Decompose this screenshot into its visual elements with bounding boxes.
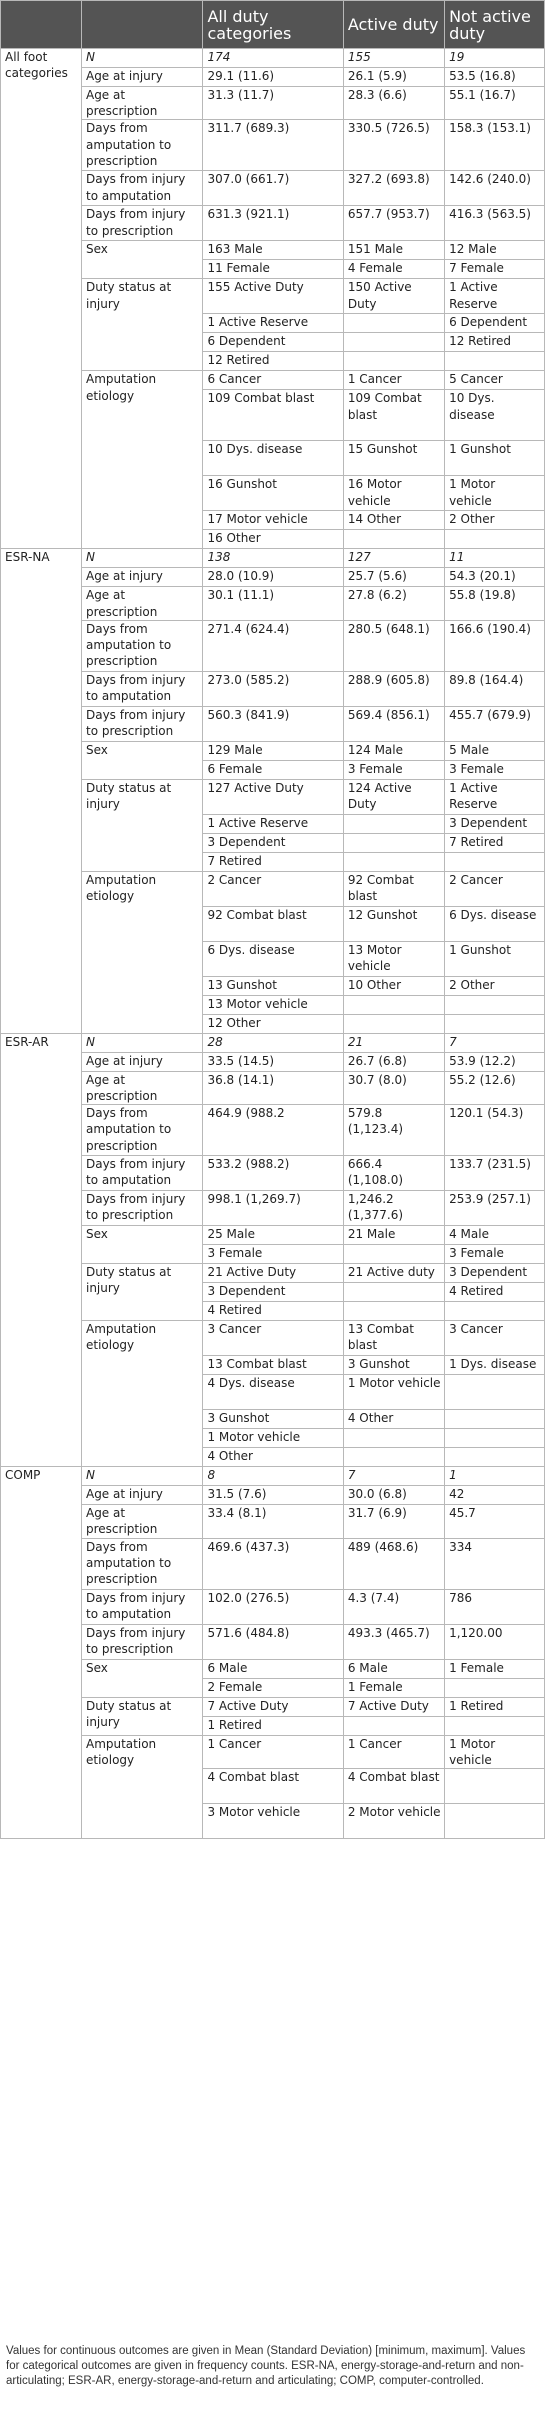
- all-duty-value: 7 Active Duty: [203, 1697, 343, 1716]
- not-active-duty-value: [445, 852, 545, 871]
- active-duty-value: [343, 1014, 444, 1033]
- active-duty-value: 30.0 (6.8): [343, 1486, 444, 1505]
- active-duty-value: 26.1 (5.9): [343, 68, 444, 87]
- not-active-duty-value: 55.2 (12.6): [445, 1071, 545, 1104]
- all-duty-value: 13 Gunshot: [203, 976, 343, 995]
- category-label: Amputation etiology: [81, 871, 202, 1033]
- active-duty-value: 13 Combat blast: [343, 1321, 444, 1356]
- table-row: [1, 1191, 545, 1226]
- all-duty-value: 16 Gunshot: [203, 476, 343, 511]
- all-duty-value: 1 Active Reserve: [203, 814, 343, 833]
- table-row: [1, 1589, 545, 1624]
- variable-label: Days from injury to prescription: [81, 1191, 202, 1226]
- active-duty-value: 124 Male: [343, 741, 444, 760]
- not-active-duty-value: 166.6 (190.4): [445, 620, 545, 671]
- active-duty-value: 150 Active Duty: [343, 279, 444, 314]
- category-label: Duty status at injury: [81, 1264, 202, 1321]
- all-duty-value: 6 Dependent: [203, 333, 343, 352]
- all-duty-value: 307.0 (661.7): [203, 171, 343, 206]
- all-duty-value: 560.3 (841.9): [203, 706, 343, 741]
- category-label: Sex: [81, 741, 202, 779]
- all-duty-value: 998.1 (1,269.7): [203, 1191, 343, 1226]
- header-all-duty: All duty categories: [203, 1, 343, 49]
- not-active-duty-value: 45.7: [445, 1505, 545, 1538]
- active-duty-value: 4 Female: [343, 260, 444, 279]
- active-duty-value: 151 Male: [343, 241, 444, 260]
- not-active-duty-value: 786: [445, 1589, 545, 1624]
- all-duty-value: 4 Other: [203, 1448, 343, 1467]
- active-duty-value: 3 Gunshot: [343, 1356, 444, 1375]
- active-duty-value: 7: [343, 1467, 444, 1486]
- active-duty-value: 4 Other: [343, 1410, 444, 1429]
- active-duty-value: 25.7 (5.6): [343, 568, 444, 587]
- all-duty-value: 17 Motor vehicle: [203, 511, 343, 530]
- variable-label: N: [81, 549, 202, 568]
- table-row: [1, 587, 545, 620]
- active-duty-value: [343, 995, 444, 1014]
- table-row: [1, 671, 545, 706]
- not-active-duty-value: [445, 352, 545, 371]
- all-duty-value: 2 Female: [203, 1678, 343, 1697]
- table-row: [1, 1735, 545, 1768]
- active-duty-value: 21: [343, 1033, 444, 1052]
- all-duty-value: 102.0 (276.5): [203, 1589, 343, 1624]
- not-active-duty-value: 2 Other: [445, 976, 545, 995]
- all-duty-value: 6 Cancer: [203, 371, 343, 390]
- not-active-duty-value: 158.3 (153.1): [445, 120, 545, 171]
- table-row: [1, 706, 545, 741]
- variable-label: Days from injury to prescription: [81, 706, 202, 741]
- all-duty-value: 33.5 (14.5): [203, 1052, 343, 1071]
- variable-label: Days from amputation to prescription: [81, 1538, 202, 1589]
- not-active-duty-value: [445, 1769, 545, 1804]
- variable-label: Days from injury to prescription: [81, 206, 202, 241]
- all-duty-value: 30.1 (11.1): [203, 587, 343, 620]
- not-active-duty-value: 3 Female: [445, 1245, 545, 1264]
- all-duty-value: 11 Female: [203, 260, 343, 279]
- active-duty-value: [343, 814, 444, 833]
- variable-label: Age at injury: [81, 68, 202, 87]
- table-row: [1, 49, 545, 68]
- table-row: [1, 1321, 545, 1356]
- all-duty-value: 174: [203, 49, 343, 68]
- variable-label: N: [81, 1467, 202, 1486]
- not-active-duty-value: 5 Cancer: [445, 371, 545, 390]
- all-duty-value: 12 Retired: [203, 352, 343, 371]
- all-duty-value: 2 Cancer: [203, 871, 343, 906]
- table-row: [1, 1264, 545, 1283]
- not-active-duty-value: [445, 1429, 545, 1448]
- all-duty-value: 469.6 (437.3): [203, 1538, 343, 1589]
- not-active-duty-value: 53.9 (12.2): [445, 1052, 545, 1071]
- variable-label: Age at injury: [81, 1052, 202, 1071]
- not-active-duty-value: 2 Cancer: [445, 871, 545, 906]
- not-active-duty-value: 1 Active Reserve: [445, 779, 545, 814]
- table-row: [1, 1538, 545, 1589]
- variable-label: Days from injury to amputation: [81, 671, 202, 706]
- not-active-duty-value: 2 Other: [445, 511, 545, 530]
- active-duty-value: 7 Active Duty: [343, 1697, 444, 1716]
- active-duty-value: 280.5 (648.1): [343, 620, 444, 671]
- table-row: [1, 279, 545, 314]
- not-active-duty-value: 334: [445, 1538, 545, 1589]
- table-row: [1, 1659, 545, 1678]
- active-duty-value: 31.7 (6.9): [343, 1505, 444, 1538]
- category-label: Duty status at injury: [81, 779, 202, 871]
- table-row: [1, 1156, 545, 1191]
- all-duty-value: 21 Active Duty: [203, 1264, 343, 1283]
- active-duty-value: [343, 1283, 444, 1302]
- not-active-duty-value: 3 Female: [445, 760, 545, 779]
- active-duty-value: [343, 530, 444, 549]
- variable-label: Days from injury to amputation: [81, 171, 202, 206]
- variable-label: Days from amputation to prescription: [81, 1105, 202, 1156]
- not-active-duty-value: 1 Retired: [445, 1697, 545, 1716]
- active-duty-value: 92 Combat blast: [343, 871, 444, 906]
- all-duty-value: 92 Combat blast: [203, 906, 343, 941]
- table-row: [1, 741, 545, 760]
- table-row: [1, 871, 545, 906]
- table-row: [1, 1033, 545, 1052]
- table-row: [1, 68, 545, 87]
- not-active-duty-value: 3 Cancer: [445, 1321, 545, 1356]
- variable-label: Days from amputation to prescription: [81, 620, 202, 671]
- header-not-active-duty: Not active duty: [445, 1, 545, 49]
- all-duty-value: 8: [203, 1467, 343, 1486]
- table-row: [1, 87, 545, 120]
- all-duty-value: 10 Dys. disease: [203, 441, 343, 476]
- all-duty-value: 631.3 (921.1): [203, 206, 343, 241]
- table-row: [1, 371, 545, 390]
- active-duty-value: [343, 314, 444, 333]
- all-duty-value: 6 Female: [203, 760, 343, 779]
- variable-label: Age at prescription: [81, 1071, 202, 1104]
- not-active-duty-value: [445, 1375, 545, 1410]
- not-active-duty-value: 5 Male: [445, 741, 545, 760]
- all-duty-value: 1 Active Reserve: [203, 314, 343, 333]
- active-duty-value: 4 Combat blast: [343, 1769, 444, 1804]
- group-label: ESR-NA: [1, 549, 82, 1033]
- all-duty-value: 1 Motor vehicle: [203, 1429, 343, 1448]
- variable-label: Age at prescription: [81, 1505, 202, 1538]
- not-active-duty-value: 42: [445, 1486, 545, 1505]
- all-duty-value: 33.4 (8.1): [203, 1505, 343, 1538]
- category-label: Duty status at injury: [81, 1697, 202, 1735]
- all-duty-value: 271.4 (624.4): [203, 620, 343, 671]
- all-duty-value: 12 Other: [203, 1014, 343, 1033]
- all-duty-value: 4 Combat blast: [203, 1769, 343, 1804]
- all-duty-value: 16 Other: [203, 530, 343, 549]
- all-duty-value: 138: [203, 549, 343, 568]
- active-duty-value: 12 Gunshot: [343, 906, 444, 941]
- active-duty-value: 155: [343, 49, 444, 68]
- all-duty-value: 3 Female: [203, 1245, 343, 1264]
- all-duty-value: 31.5 (7.6): [203, 1486, 343, 1505]
- category-label: Amputation etiology: [81, 1735, 202, 1838]
- not-active-duty-value: [445, 1014, 545, 1033]
- active-duty-value: 21 Active duty: [343, 1264, 444, 1283]
- all-duty-value: 109 Combat blast: [203, 390, 343, 441]
- all-duty-value: 3 Dependent: [203, 833, 343, 852]
- not-active-duty-value: 89.8 (164.4): [445, 671, 545, 706]
- active-duty-value: 14 Other: [343, 511, 444, 530]
- all-duty-value: 163 Male: [203, 241, 343, 260]
- not-active-duty-value: 53.5 (16.8): [445, 68, 545, 87]
- active-duty-value: [343, 1245, 444, 1264]
- all-duty-value: 28.0 (10.9): [203, 568, 343, 587]
- not-active-duty-value: [445, 1678, 545, 1697]
- table-row: [1, 568, 545, 587]
- not-active-duty-value: 54.3 (20.1): [445, 568, 545, 587]
- not-active-duty-value: 416.3 (563.5): [445, 206, 545, 241]
- not-active-duty-value: 12 Retired: [445, 333, 545, 352]
- not-active-duty-value: 1 Dys. disease: [445, 1356, 545, 1375]
- table-row: [1, 1505, 545, 1538]
- table-row: [1, 120, 545, 171]
- all-duty-value: 6 Male: [203, 1659, 343, 1678]
- not-active-duty-value: 6 Dys. disease: [445, 906, 545, 941]
- category-label: Duty status at injury: [81, 279, 202, 371]
- active-duty-value: 493.3 (465.7): [343, 1624, 444, 1659]
- not-active-duty-value: 1 Motor vehicle: [445, 1735, 545, 1768]
- category-label: Sex: [81, 241, 202, 279]
- all-duty-value: 129 Male: [203, 741, 343, 760]
- not-active-duty-value: 1 Active Reserve: [445, 279, 545, 314]
- active-duty-value: 1 Cancer: [343, 1735, 444, 1768]
- table-row: [1, 171, 545, 206]
- active-duty-value: [343, 333, 444, 352]
- active-duty-value: 1,246.2 (1,377.6): [343, 1191, 444, 1226]
- variable-label: Days from injury to amputation: [81, 1156, 202, 1191]
- variable-label: N: [81, 1033, 202, 1052]
- table-row: [1, 1105, 545, 1156]
- table-body: [1, 49, 545, 1839]
- not-active-duty-value: 1 Gunshot: [445, 441, 545, 476]
- table-row: [1, 1697, 545, 1716]
- not-active-duty-value: 10 Dys. disease: [445, 390, 545, 441]
- active-duty-value: 1 Motor vehicle: [343, 1375, 444, 1410]
- not-active-duty-value: [445, 1448, 545, 1467]
- all-duty-value: 7 Retired: [203, 852, 343, 871]
- not-active-duty-value: 4 Retired: [445, 1283, 545, 1302]
- not-active-duty-value: 253.9 (257.1): [445, 1191, 545, 1226]
- not-active-duty-value: 6 Dependent: [445, 314, 545, 333]
- active-duty-value: 1 Female: [343, 1678, 444, 1697]
- group-label: All foot categories: [1, 49, 82, 549]
- not-active-duty-value: 12 Male: [445, 241, 545, 260]
- active-duty-value: [343, 1716, 444, 1735]
- all-duty-value: 4 Dys. disease: [203, 1375, 343, 1410]
- not-active-duty-value: 120.1 (54.3): [445, 1105, 545, 1156]
- active-duty-value: [343, 352, 444, 371]
- all-duty-value: 31.3 (11.7): [203, 87, 343, 120]
- not-active-duty-value: 1 Motor vehicle: [445, 476, 545, 511]
- not-active-duty-value: 7: [445, 1033, 545, 1052]
- table-row: [1, 620, 545, 671]
- all-duty-value: 3 Gunshot: [203, 1410, 343, 1429]
- table-header-row: [1, 1, 545, 49]
- category-label: Amputation etiology: [81, 1321, 202, 1467]
- not-active-duty-value: 142.6 (240.0): [445, 171, 545, 206]
- not-active-duty-value: [445, 1302, 545, 1321]
- not-active-duty-value: 55.1 (16.7): [445, 87, 545, 120]
- all-duty-value: 3 Motor vehicle: [203, 1804, 343, 1839]
- table-row: [1, 1467, 545, 1486]
- variable-label: Age at injury: [81, 568, 202, 587]
- active-duty-value: [343, 852, 444, 871]
- not-active-duty-value: 455.7 (679.9): [445, 706, 545, 741]
- not-active-duty-value: [445, 995, 545, 1014]
- all-duty-value: 29.1 (11.6): [203, 68, 343, 87]
- not-active-duty-value: [445, 1716, 545, 1735]
- all-duty-value: 6 Dys. disease: [203, 941, 343, 976]
- all-duty-value: 13 Motor vehicle: [203, 995, 343, 1014]
- active-duty-value: 127: [343, 549, 444, 568]
- all-duty-value: 311.7 (689.3): [203, 120, 343, 171]
- header-variable-column: [81, 1, 202, 49]
- not-active-duty-value: [445, 1804, 545, 1839]
- active-duty-value: 27.8 (6.2): [343, 587, 444, 620]
- active-duty-value: [343, 833, 444, 852]
- table-row: [1, 549, 545, 568]
- all-duty-value: 1 Retired: [203, 1716, 343, 1735]
- all-duty-value: 36.8 (14.1): [203, 1071, 343, 1104]
- not-active-duty-value: 133.7 (231.5): [445, 1156, 545, 1191]
- header-group-column: [1, 1, 82, 49]
- variable-label: Days from amputation to prescription: [81, 120, 202, 171]
- active-duty-value: 30.7 (8.0): [343, 1071, 444, 1104]
- all-duty-value: 3 Cancer: [203, 1321, 343, 1356]
- not-active-duty-value: [445, 530, 545, 549]
- active-duty-value: 10 Other: [343, 976, 444, 995]
- category-label: Sex: [81, 1226, 202, 1264]
- all-duty-value: 4 Retired: [203, 1302, 343, 1321]
- all-duty-value: 25 Male: [203, 1226, 343, 1245]
- active-duty-value: 569.4 (856.1): [343, 706, 444, 741]
- table-row: [1, 241, 545, 260]
- active-duty-value: 16 Motor vehicle: [343, 476, 444, 511]
- all-duty-value: 13 Combat blast: [203, 1356, 343, 1375]
- active-duty-value: 13 Motor vehicle: [343, 941, 444, 976]
- not-active-duty-value: [445, 1410, 545, 1429]
- group-label: COMP: [1, 1467, 82, 1839]
- not-active-duty-value: 4 Male: [445, 1226, 545, 1245]
- variable-label: Age at prescription: [81, 587, 202, 620]
- header-active-duty: Active duty: [343, 1, 444, 49]
- variable-label: Days from injury to amputation: [81, 1589, 202, 1624]
- active-duty-value: 579.8 (1,123.4): [343, 1105, 444, 1156]
- not-active-duty-value: 1 Gunshot: [445, 941, 545, 976]
- all-duty-value: 3 Dependent: [203, 1283, 343, 1302]
- active-duty-value: 330.5 (726.5): [343, 120, 444, 171]
- active-duty-value: [343, 1302, 444, 1321]
- all-duty-value: 464.9 (988.2: [203, 1105, 343, 1156]
- all-duty-value: 155 Active Duty: [203, 279, 343, 314]
- variable-label: Age at injury: [81, 1486, 202, 1505]
- active-duty-value: [343, 1429, 444, 1448]
- variable-label: Days from injury to prescription: [81, 1624, 202, 1659]
- all-duty-value: 533.2 (988.2): [203, 1156, 343, 1191]
- all-duty-value: 1 Cancer: [203, 1735, 343, 1768]
- all-duty-value: 571.6 (484.8): [203, 1624, 343, 1659]
- not-active-duty-value: 3 Dependent: [445, 814, 545, 833]
- table-row: [1, 779, 545, 814]
- active-duty-value: 26.7 (6.8): [343, 1052, 444, 1071]
- not-active-duty-value: 3 Dependent: [445, 1264, 545, 1283]
- table-footnote: Values for continuous outcomes are given in Mean (Standard Deviation) [minimum, maximum]. Values for categorical outcomes are given in frequency counts. ESR-NA, energy-storage-and-return and non-articulating; ESR-AR, energy-storage-and-return and articulating; COMP, computer-controlled.: [6, 2345, 526, 2388]
- not-active-duty-value: 19: [445, 49, 545, 68]
- table-row: [1, 1052, 545, 1071]
- active-duty-value: 109 Combat blast: [343, 390, 444, 441]
- not-active-duty-value: 1 Female: [445, 1659, 545, 1678]
- not-active-duty-value: 1: [445, 1467, 545, 1486]
- variable-label: N: [81, 49, 202, 68]
- active-duty-value: 4.3 (7.4): [343, 1589, 444, 1624]
- active-duty-value: [343, 1448, 444, 1467]
- active-duty-value: 3 Female: [343, 760, 444, 779]
- category-label: Amputation etiology: [81, 371, 202, 549]
- not-active-duty-value: 7 Female: [445, 260, 545, 279]
- table-row: [1, 1624, 545, 1659]
- active-duty-value: 15 Gunshot: [343, 441, 444, 476]
- active-duty-value: 124 Active Duty: [343, 779, 444, 814]
- active-duty-value: 288.9 (605.8): [343, 671, 444, 706]
- not-active-duty-value: 55.8 (19.8): [445, 587, 545, 620]
- table-row: [1, 206, 545, 241]
- table-row: [1, 1071, 545, 1104]
- active-duty-value: 666.4 (1,108.0): [343, 1156, 444, 1191]
- variable-label: Age at prescription: [81, 87, 202, 120]
- active-duty-value: 1 Cancer: [343, 371, 444, 390]
- active-duty-value: 2 Motor vehicle: [343, 1804, 444, 1839]
- not-active-duty-value: 11: [445, 549, 545, 568]
- all-duty-value: 28: [203, 1033, 343, 1052]
- group-label: ESR-AR: [1, 1033, 82, 1466]
- active-duty-value: 21 Male: [343, 1226, 444, 1245]
- all-duty-value: 273.0 (585.2): [203, 671, 343, 706]
- all-duty-value: 127 Active Duty: [203, 779, 343, 814]
- active-duty-value: 489 (468.6): [343, 1538, 444, 1589]
- active-duty-value: 28.3 (6.6): [343, 87, 444, 120]
- active-duty-value: 657.7 (953.7): [343, 206, 444, 241]
- active-duty-value: 327.2 (693.8): [343, 171, 444, 206]
- table-row: [1, 1486, 545, 1505]
- active-duty-value: 6 Male: [343, 1659, 444, 1678]
- not-active-duty-value: 1,120.00: [445, 1624, 545, 1659]
- category-label: Sex: [81, 1659, 202, 1697]
- not-active-duty-value: 7 Retired: [445, 833, 545, 852]
- table-row: [1, 1226, 545, 1245]
